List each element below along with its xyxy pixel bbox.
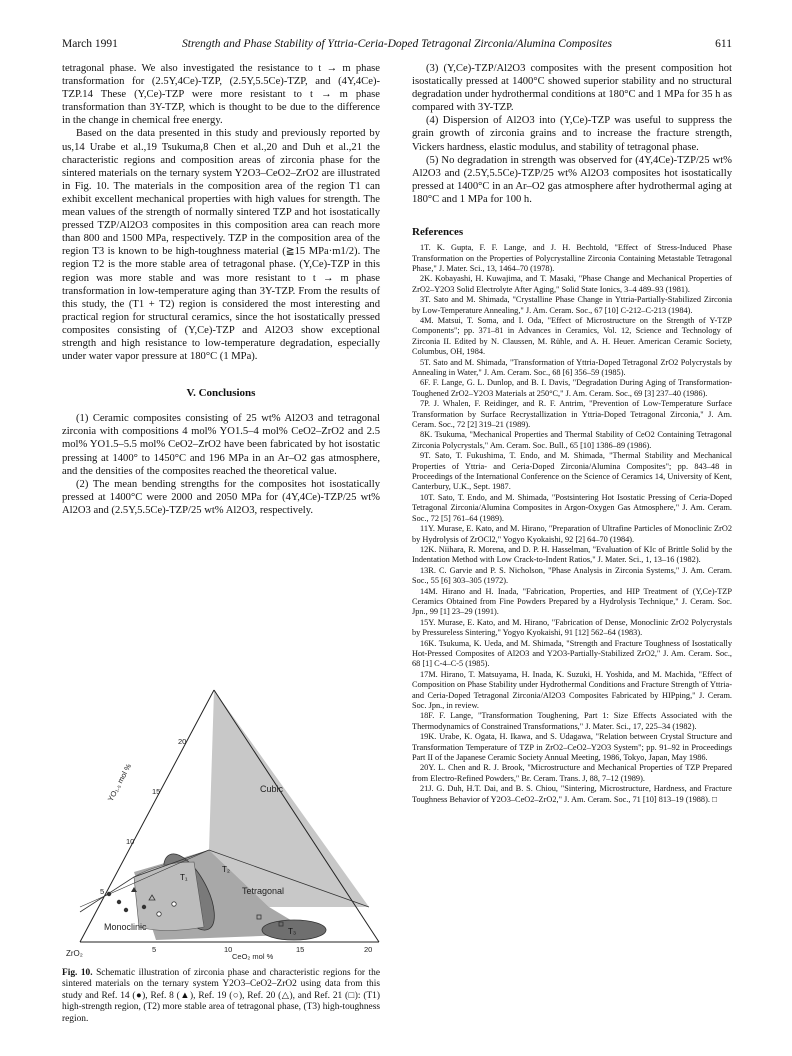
reference-item: 2K. Kobayashi, H. Kuwajima, and T. Masaki, "Phase Change and Mechanical Properties of ZrO2–Y2O3 Solid Electrolyte After Aging," Solid State Ionics, 3–4 489–93 (1981). [412,274,732,294]
data-point [172,902,176,906]
caption-label: Fig. 10. [62,968,93,978]
header-title: Strength and Phase Stability of Yttria-Ceria-Doped Tetragonal Zirconia/Alumina Composites [182,38,612,50]
conclusion-1: (1) Ceramic composites consisting of 25 wt% Al2O3 and tetragonal zirconia with compositions 4 mol% YO1.5–4 mol% CeO2–ZrO2 and 2.5 mol% YO1.5–5.5 mol% CeO2–ZrO2 have been fabricated by hot isostatic pressing at 1400° to 1450°C and 196 MPa in an Ar–O2 gas atmosphere, and the densities of the composites reached the theoretical value. [62,413,380,477]
reference-item: 11Y. Murase, E. Kato, and M. Hirano, "Preparation of Ultrafine Particles of Monoclinic ZrO2 by Hydrolysis of ZrOCl2," Yogyo Kyokaishi, 92 [2] 64–70 (1984). [412,524,732,544]
y-tick: 15 [152,787,161,796]
reference-item: 13R. C. Garvie and P. S. Nicholson, "Phase Analysis in Zirconia Systems," J. Am. Ceram. Soc., 55 [6] 303–305 (1972). [412,565,732,586]
reference-item: 9T. Sato, T. Fukushima, T. Endo, and M. Shimada, "Thermal Stability and Mechanical Properties of Yttria- and Ceria-Doped Zirconia/Alumina Composites"; pp. 843–48 in Proceedings of the International Conference on the Science of Ceramics 14, University of Kent, Canterbury, U.K., Sept. 1987. [412,451,732,492]
data-point [124,908,128,912]
label-tetragonal: Tetragonal [242,886,285,896]
right-column [412,62,732,805]
label-t1: T₁ [180,873,188,882]
reference-item: 20Y. L. Chen and R. J. Brook, "Microstructure and Mechanical Properties of TZP Prepared from Electro-Refined Powders," Br. Ceram. Trans. J, 88, 7–12 (1989). [412,763,732,783]
conclusion-2: (2) The mean bending strengths for the composites hot isostatically pressed at 1400°C were 2000 and 2050 MPa for (4Y,4Ce)-TZP/25 wt% Al2O3 and (2.5Y,5.5Ce)-TZP/25 wt% Al2O3, respectively. [62,478,380,516]
data-point [157,912,161,916]
reference-item: 14M. Hirano and H. Inada, "Fabrication, Properties, and HIP Treatment of (Y,Ce)-TZP Ceramics Obtained from Fine Powders Prepared by a Hydrolysis Technique," J. Ceram. Soc. Jpn., 99 [1] 23–29 (1991). [412,586,732,617]
running-header [62,38,732,54]
y-axis-label: YO₁.₅ mol % [105,762,134,803]
references-list [412,243,732,805]
reference-item: 18F. F. Lange, "Transformation Toughening, Part 1: Size Effects Associated with the Thermodynamics of Constrained Transformations," J. Mater. Sci., 17, 225–34 (1982). [412,711,732,731]
paragraph-regions: Based on the data presented in this study and previously reported by us,14 Urabe et al.,19 Tsukuma,8 Chen et al.,20 and Duh et al.,21 the characteristic regions and composition areas of zirconia phase for the sintered materials on the ternary system Y2O3–CeO2–ZrO2 are illustrated in Fig. 10. The materials in the composition area of the region T1 can exhibit excellent mechanical properties with high values for strength. The mean values of the strength of normally sintered TZP and hot isostatically pressed TZP/Al2O3 composites in this composition area can reach more than 800 and 1500 MPa, respectively. TZP in the composition area of the region T3 is known to be high-toughness material (≧15 MPa·m1/2). The region T2 is the more stable area of tetragonal phase. (Y,Ce)-TZP in this region was more stable and was more resistant to t → m phase transformation in low-temperature aging than 3Y-TZP. From the results of this study, the (T1 + T2) region is considered the most interesting and practical region for structural ceramics, since the hot isostatically pressed composites consisting of (Y,Ce)-TZP and Al2O3 show exceptional strength and high resistance to low-temperature degradation, especially under water vapor pressure at 180°C (1 MPa). [62,128,380,363]
reference-item: 1T. K. Gupta, F. F. Lange, and J. H. Bechtold, "Effect of Stress-Induced Phase Transformation on the Properties of Polycrystalline Zirconia Containing Metastable Tetragonal Phase," J. Mater. Sci., 13, 1464–70 (1978). [412,243,732,273]
t2-region [134,862,204,931]
references-heading: References [412,226,464,239]
data-point [142,905,146,909]
reference-item: 19K. Urabe, K. Ogata, H. Ikawa, and S. Udagawa, "Relation between Crystal Structure and Transformation Temperature of TZP in ZrO2–CeO2–Y2O3 System"; pp. 91–92 in Proceedings Part II of the Japanese Ceramic Society Annual Meeting, 1986, Tokyo, Japan, May 1986. [412,732,732,763]
reference-item: 3T. Sato and M. Shimada, "Crystalline Phase Change in Yttria-Partially-Stabilized Zirconia by Low-Temperature Annealing," J. Am. Ceram. Soc., 67 [10] C-212–C-213 (1984). [412,295,732,315]
reference-item: 10T. Sato, T. Endo, and M. Shimada, "Postsintering Hot Isostatic Pressing of Ceria-Doped Tetragonal Zirconia/Alumina Composites in Argon-Oxygen Gas Atmosphere," J. Am. Ceram. Soc., 72 [5] 761–64 (1989). [412,492,732,523]
reference-item: 7P. J. Whalen, F. Reidinger, and R. F. Antrim, "Prevention of Low-Temperature Surface Transformation by Surface Recrystallization in Yttria-Doped Tetragonal Zirconia," J. Am. Ceram. Soc., 72 [2] 319–21 (1989). [412,399,732,430]
data-point [107,892,111,896]
reference-item: 5T. Sato and M. Shimada, "Transformation of Yttria-Doped Tetragonal ZrO2 Polycrystals by Annealing in Water," J. Am. Ceram. Soc., 68 [6] 356–59 (1985). [412,357,732,377]
x-tick: 10 [224,945,233,954]
reference-item: 12K. Niihara, R. Morena, and D. P. H. Hasselman, "Evaluation of KIc of Brittle Solid by the Indentation Method with Low Crack-to-Indent Ratios," J. Mater. Sci., 1, 13–16 (1982). [412,544,732,565]
conclusion-4: (4) Dispersion of Al2O3 into (Y,Ce)-TZP was useful to suppress the grain growth of zirconia grains and to increase the fracture strength, Vickers hardness, elastic modulus, and stability of tetragonal phase. [412,115,732,153]
x-tick: 20 [364,945,373,954]
figure-caption [62,968,380,1025]
page-number: 611 [715,38,732,50]
header-date: March 1991 [62,38,118,50]
x-axis-label: CeO₂ mol % [232,952,274,961]
y-tick: 20 [178,737,187,746]
caption-text: Schematic illustration of zirconia phase and characteristic regions for the sintered materials on the ternary system Y2O3–CeO2–ZrO2 using data from this study and Ref. 14 (●), Ref. 8 (▲), Ref. 19 (○), Ref. 20 (△), and Ref. 21 (□): (T1) high-strength region, (T2) more stable area of tetragonal phase, (T3) high-toughness region. [62,968,380,1024]
conclusion-5: (5) No degradation in strength was observed for (4Y,4Ce)-TZP/25 wt% Al2O3 and (2.5Y,5.5Ce)-TZP/25 wt% Al2O3 composites hot isostatically pressed at 1400°C in an Ar–O2 gas atmosphere after hydrothermal aging at 180°C and 1 MPa for 100 h. [412,154,732,205]
x-tick: 5 [152,945,157,954]
label-monoclinic: Monoclinic [104,922,147,932]
label-cubic: Cubic [260,784,284,794]
paragraph-continued: tetragonal phase. We also investigated the resistance to t → m phase transformation for (2.5Y,4Ce)-TZP, (2.5Y,5.5Ce)-TZP, and (4Y,4Ce)-TZP.14 These (Y,Ce)-TZP were more resistant to t → m phase transformation than 3Y-TZP, which is thought to be due to the difference in the change in chemical free energy. [62,63,380,127]
x-tick: 15 [296,945,305,954]
section-heading-conclusions: V. Conclusions [186,387,256,400]
label-t3: T₃ [288,927,297,936]
data-point [117,900,121,904]
reference-item: 4M. Matsui, T. Soma, and I. Oda, "Effect of Microstructure on the Strength of Y-TZP Components"; pp. 371–81 in Advances in Ceramics, Vol. 12, Science and Technology of Zirconia II. Edited by N. Claussen, M. Rühle, and A. H. Heuer. American Ceramic Society, Columbus, OH, 1984. [412,315,732,357]
conclusion-3: (3) (Y,Ce)-TZP/Al2O3 composites with the present composition hot isostatically pressed at 1400°C showed superior stability and no structural degradation under hydrothermal conditions at 180°C and 1 MPa for 35 h as compared with 3Y-TZP. [412,63,732,114]
label-zro2: ZrO₂ [66,949,83,958]
reference-item: 17M. Hirano, T. Matsuyama, H. Inada, K. Suzuki, H. Yoshida, and M. Machida, "Effect of Composition on Phase Stability under Hydrothermal Conditions and Fracture Strength of Yttria- and Ceria-Doped Tetragonal Zirconia/Al2O3 Composites Fabricated by HIPping," J. Ceram. Soc. Jpn., in review. [412,669,732,710]
reference-item: 16K. Tsukuma, K. Ueda, and M. Shimada, "Strength and Fracture Toughness of Isostatically Hot-Pressed Composites of Al2O3 and Y2O3-Partially-Stabilized ZrO2," J. Am. Ceram. Soc., 68 [1] C-4–C-5 (1985). [412,638,732,669]
reference-item: 21J. G. Duh, H.T. Dai, and B. S. Chiou, "Sintering, Microstructure, Hardness, and Fracture Toughness Behavior of Y2O3–CeO2–ZrO2," J. Am. Ceram. Soc., 71 [10] 813–19 (1988). □ [412,784,732,804]
ternary-diagram-svg [64,672,382,962]
reference-item: 15Y. Murase, E. Kato, and M. Hirano, "Fabrication of Dense, Monoclinic ZrO2 Polycrystals by Pressureless Sintering," Yogyo Kyokaishi, 91 [12] 562–64 (1983). [412,617,732,638]
figure-ternary-diagram [64,672,382,962]
reference-item: 8K. Tsukuma, "Mechanical Properties and Thermal Stability of CeO2 Containing Tetragonal Zirconia Polycrystals," Am. Ceram. Soc. Bull., 65 [10] 1386–89 (1986). [412,430,732,450]
reference-item: 6F. F. Lange, G. L. Dunlop, and B. I. Davis, "Degradation During Aging of Transformation-Toughened ZrO2–Y2O3 Materials at 250°C," J. Am. Ceram. Soc., 69 [3] 237–40 (1986). [412,378,732,398]
label-t2: T₂ [222,865,230,874]
y-tick: 10 [126,837,135,846]
y-tick: 5 [100,887,105,896]
left-column [62,62,380,517]
